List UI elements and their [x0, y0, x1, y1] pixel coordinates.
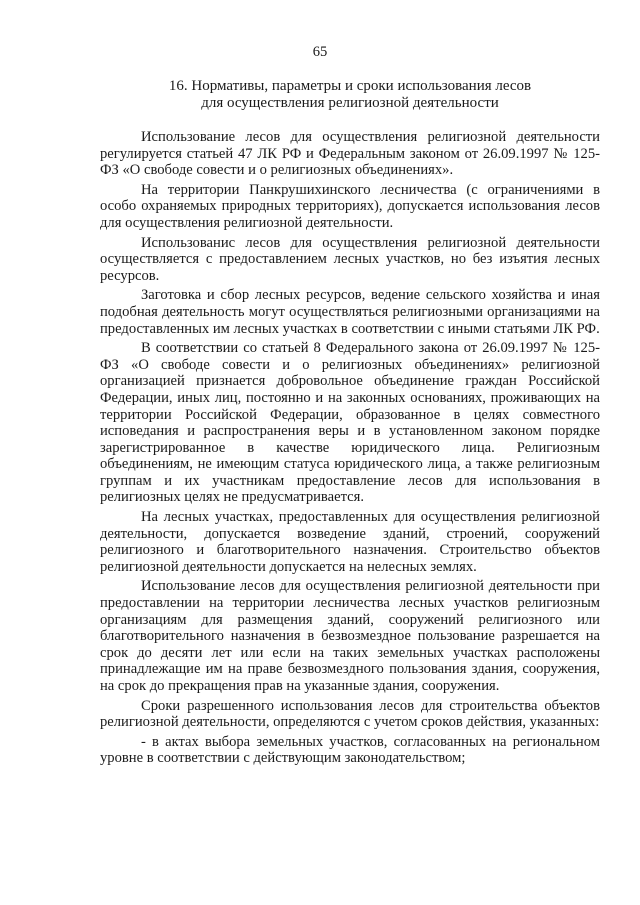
paragraph: Использованис лесов для осуществления религиозной деятельности осуществляется с предоставлением лесных участков, но без изъятия лесных ресурсов.	[100, 234, 600, 284]
paragraph: Использование лесов для осуществления религиозной деятельности регулируется статьей 47 ЛК РФ и Федеральным законом от 26.09.1997 № 125-ФЗ «О свободе совести и о религиозных объединениях».	[100, 129, 600, 179]
paragraph: Заготовка и сбор лесных ресурсов, ведение сельского хозяйства и иная подобная деятельность могут осуществляться религиозными организациями на предоставленных им лесных участках в соответствии с иными статьями ЛК РФ.	[100, 287, 600, 337]
paragraph: На территории Панкрушихинского лесничества (с ограничениями в особо охраняемых природных территориях), допускается использования лесов для осуществления религиозной деятельности.	[100, 181, 600, 231]
page-number: 65	[312, 44, 328, 60]
document-body	[100, 129, 600, 770]
section-heading	[100, 78, 600, 112]
section-heading-line-1: 16. Нормативы, параметры и сроки использования лесов	[168, 78, 532, 94]
paragraph: В соответствии со статьей 8 Федерального закона от 26.09.1997 № 125-ФЗ «О свободе совести и о религиозных объединениях» религиозной организацией признается добровольное объединение граждан Российской Федерации, иных лиц, постоянно и на законных основаниях, проживающих на территории Российской Федерации, образованное в целях совместного исповедания и распространения веры и в установленном законом порядке зарегистрированное в качестве юридического лица. Религиозным объединениям, не имеющим статуса юридического лица, а также религиозным группам и их участникам предоставление лесов для использования в религиозных целях не предусматривается.	[100, 340, 600, 506]
section-heading-line-2: для осуществления религиозной деятельности	[201, 95, 499, 111]
paragraph: На лесных участках, предоставленных для осуществления религиозной деятельности, допускается возведение зданий, строений, сооружений религиозного и благотворительного назначения. Строительство объектов религиозной деятельности допускается на нелесных землях.	[100, 509, 600, 575]
paragraph: Сроки разрешенного использования лесов для строительства объектов религиозной деятельности, определяются с учетом сроков действия, указанных:	[100, 697, 600, 731]
paragraph: Использование лесов для осуществления религиозной деятельности при предоставлении на территории лесничества лесных участков религиозным организациям для размещения зданий, сооружений религиозного или благотворительного назначения в безвозмездное пользование разрешается на срок до десяти лет или если на таких земельных участках расположены принадлежащие им на праве безвозмездного пользования здания, сооружения, на срок до прекращения прав на указанные здания, сооружения.	[100, 578, 600, 694]
list-item: - в актах выбора земельных участков, согласованных на региональном уровне в соответствии с действующим законодательством;	[100, 733, 600, 767]
